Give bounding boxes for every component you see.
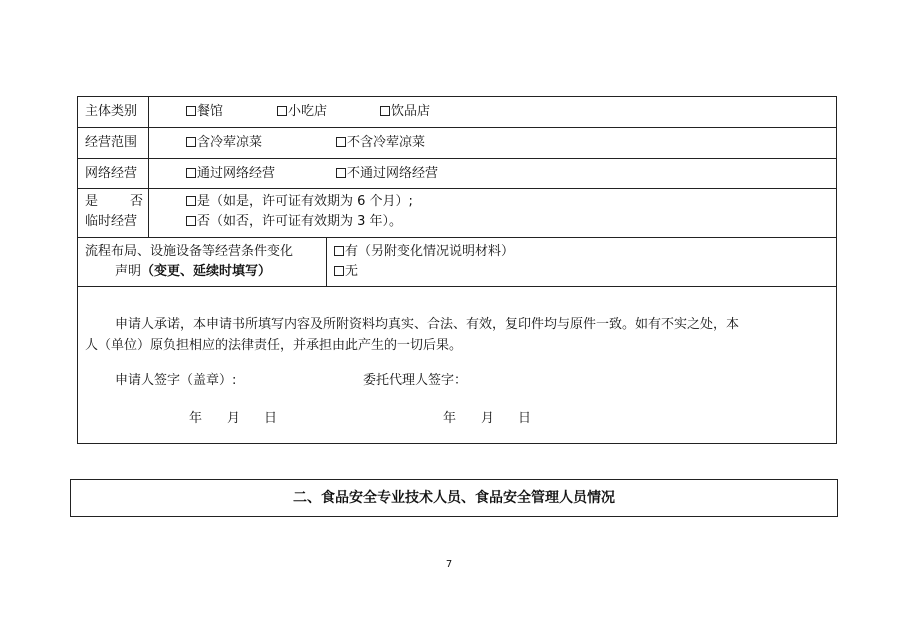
option-without-cold-dishes[interactable] [336,136,425,149]
checkbox[interactable] [336,137,346,147]
checkbox[interactable] [334,266,344,276]
checkbox[interactable] [380,106,390,116]
option-online[interactable] [186,167,275,180]
agent-date-day: 日 [518,411,532,426]
option-with-cold-dishes[interactable] [186,136,262,149]
option-label: 饮品店 [391,104,431,119]
column-divider [326,237,327,286]
option-label: 无 [345,264,359,279]
row-divider [77,158,837,159]
option-label: 含冷荤凉菜 [197,135,263,150]
business-scope-label: 经营范围 [85,135,138,150]
option-restaurant[interactable] [186,105,223,118]
option-temporary-yes[interactable] [186,195,413,208]
option-label: 餐馆 [197,104,224,119]
checkbox[interactable] [186,168,196,178]
column-divider [148,96,149,237]
declaration-line1: 申请人承诺，本申请书所填写内容及所附资料均真实、合法、有效，复印件均与原件一致。如有不实之处，本 [115,317,740,332]
checkbox[interactable] [277,106,287,116]
subject-type-label: 主体类别 [85,104,138,119]
checkbox[interactable] [186,196,196,206]
declaration-line2: 人（单位）原负担相应的法律责任，并承担由此产生的一切后果。 [85,338,463,353]
option-label: 否（如否，许可证有效期为 3 年）。 [197,214,403,229]
agent-signature-label: 委托代理人签字： [363,373,468,388]
agent-date-year: 年 [443,411,457,426]
option-temporary-no[interactable] [186,215,402,228]
option-snack-shop[interactable] [277,105,327,118]
checkbox[interactable] [186,137,196,147]
change-label-line1: 流程布局、设施设备等经营条件变化 [85,244,294,259]
online-label: 网络经营 [85,166,138,181]
temporary-label-line2: 临时经营 [85,214,138,229]
applicant-signature-label: 申请人签字（盖章）: [115,373,237,388]
option-not-online[interactable] [336,167,438,180]
applicant-date-day: 日 [264,411,278,426]
checkbox[interactable] [186,106,196,116]
option-change-yes[interactable] [334,245,514,258]
agent-date-month: 月 [481,411,495,426]
temporary-label-a: 是 [85,194,99,209]
section-title: 二、食品安全专业技术人员、食品安全管理人员情况 [293,490,615,506]
change-label-line2 [115,265,271,278]
row-divider [77,127,837,128]
change-label-prefix: 声明 [115,264,142,279]
page-number: 7 [445,559,453,570]
checkbox[interactable] [334,246,344,256]
option-label: 不通过网络经营 [347,166,439,181]
checkbox[interactable] [336,168,346,178]
option-label: 是（如是，许可证有效期为 6 个月）; [197,194,413,209]
option-drink-shop[interactable] [380,105,430,118]
row-divider [77,237,837,238]
applicant-date-year: 年 [189,411,203,426]
temporary-label-b: 否 [130,194,144,209]
row-divider [77,188,837,189]
option-label: 不含冷荤凉菜 [347,135,426,150]
checkbox[interactable] [186,216,196,226]
row-divider [77,286,837,287]
option-label: 有（另附变化情况说明材料） [345,244,515,259]
option-label: 小吃店 [288,104,328,119]
applicant-date-month: 月 [227,411,241,426]
option-change-no[interactable] [334,265,358,278]
option-label: 通过网络经营 [197,166,276,181]
change-label-note: （变更、延续时填写） [141,264,272,279]
